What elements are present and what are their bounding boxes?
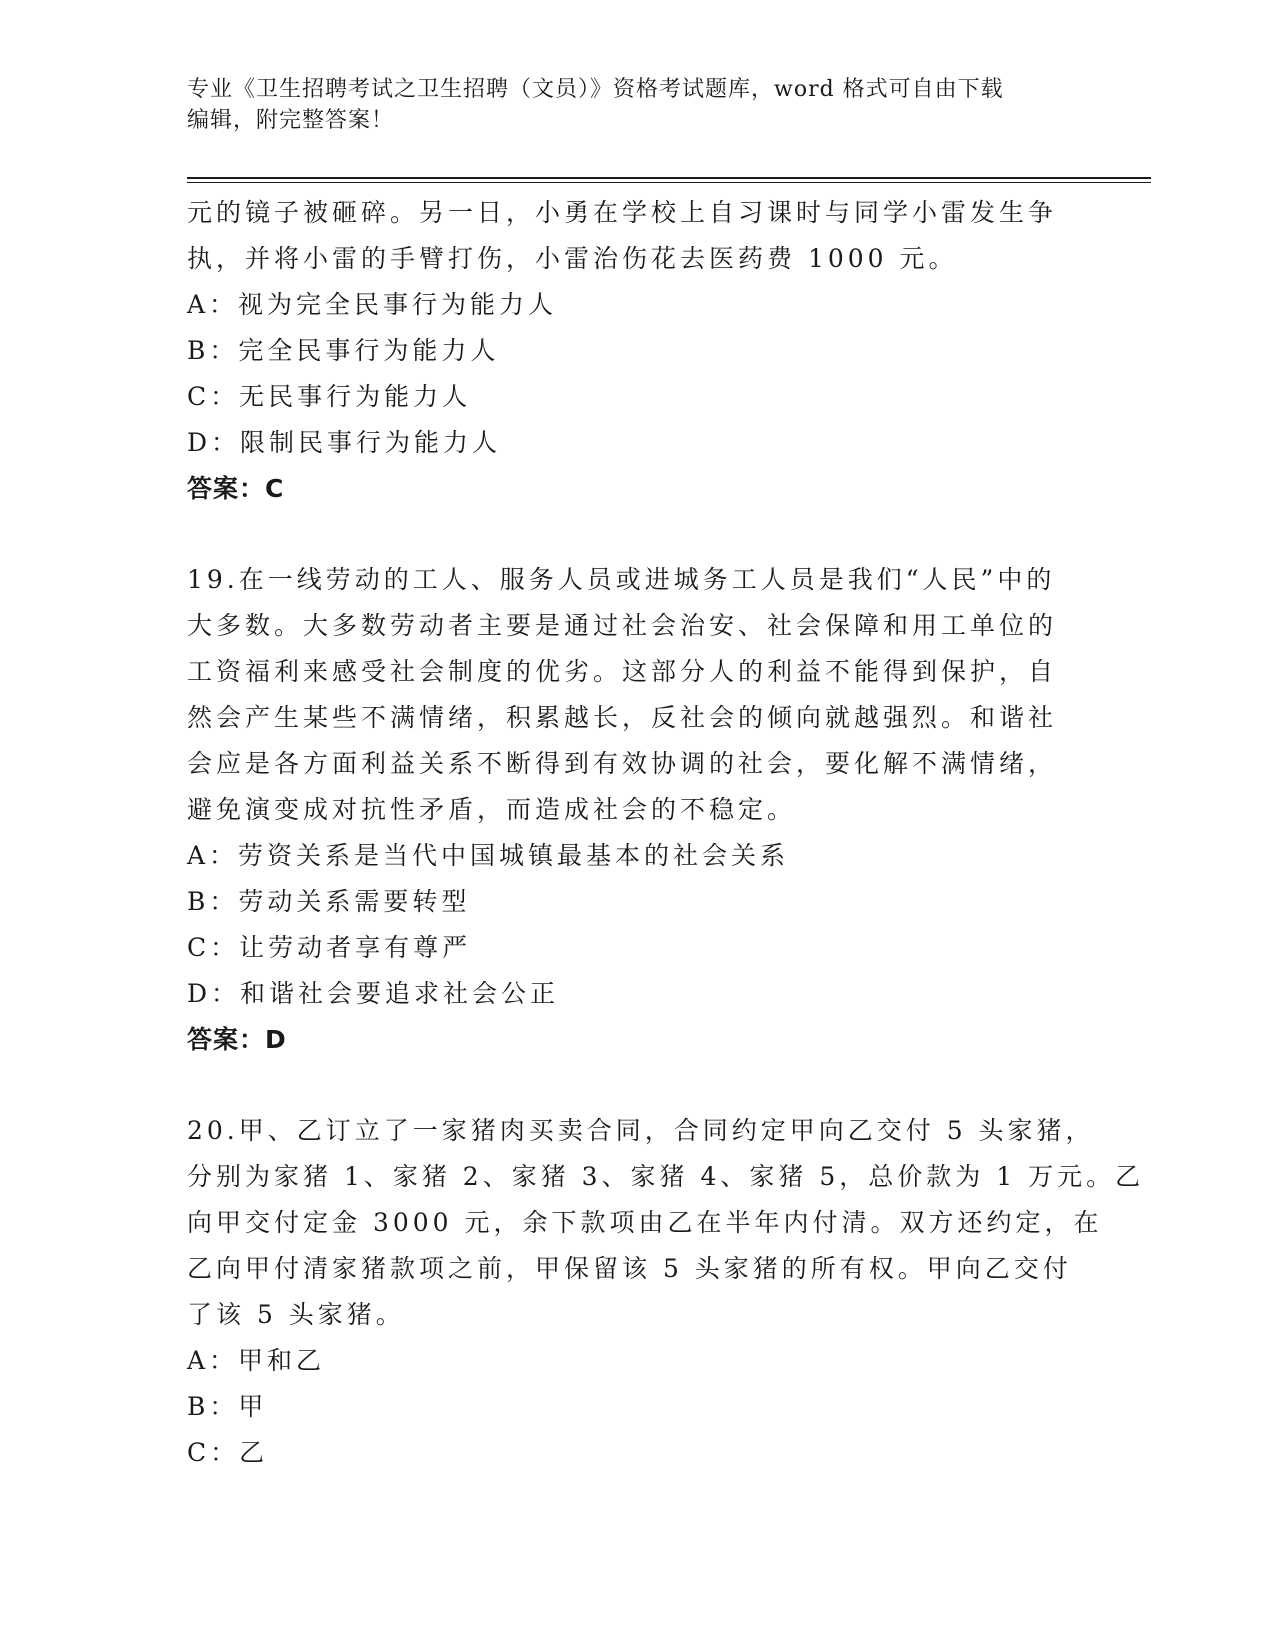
question-text-line: 执，并将小雷的手臂打伤，小雷治伤花去医药费 1000 元。 — [187, 244, 958, 273]
option-c: C：无民事行为能力人 — [187, 382, 472, 411]
option-c: C：乙 — [187, 1438, 269, 1467]
answer-label: 答案：C — [187, 474, 285, 503]
question-text-line: 元的镜子被砸碎。另一日，小勇在学校上自习课时与同学小雷发生争 — [187, 198, 1058, 227]
question-content — [187, 190, 1145, 1476]
question-text-line: 向甲交付定金 3000 元，余下款项由乙在半年内付清。双方还约定，在 — [187, 1208, 1103, 1237]
header-line-2: 编辑，附完整答案！ — [187, 108, 395, 133]
question-text-line: 乙向甲付清家猪款项之前，甲保留该 5 头家猪的所有权。甲向乙交付 — [187, 1254, 1072, 1283]
question-text-line: 20.甲、乙订立了一家猪肉买卖合同，合同约定甲向乙交付 5 头家猪， — [187, 1116, 1095, 1145]
header-divider-thick — [187, 177, 1151, 179]
header-divider-thin — [187, 182, 1151, 183]
question-text-line: 避免演变成对抗性矛盾，而造成社会的不稳定。 — [187, 795, 797, 824]
option-b: B：完全民事行为能力人 — [187, 336, 500, 365]
question-text-line: 工资福利来感受社会制度的优劣。这部分人的利益不能得到保护，自 — [187, 657, 1058, 686]
question-text-line: 然会产生某些不满情绪，积累越长，反社会的倾向就越强烈。和谐社 — [187, 703, 1058, 732]
question-19 — [187, 557, 1087, 1063]
option-a: A：甲和乙 — [187, 1346, 326, 1375]
option-b: B：劳动关系需要转型 — [187, 887, 471, 916]
option-d: D：限制民事行为能力人 — [187, 428, 502, 457]
question-text-line: 了该 5 头家猪。 — [187, 1300, 405, 1329]
answer-label: 答案：D — [187, 1025, 287, 1054]
question-text-line: 大多数。大多数劳动者主要是通过社会治安、社会保障和用工单位的 — [187, 611, 1058, 640]
question-text-line: 会应是各方面利益关系不断得到有效协调的社会，要化解不满情绪， — [187, 749, 1058, 778]
question-text-line: 分别为家猪 1、家猪 2、家猪 3、家猪 4、家猪 5，总价款为 1 万元。乙 — [187, 1162, 1145, 1191]
spacer — [187, 512, 1087, 557]
question-text-line: 19.在一线劳动的工人、服务人员或进城务工人员是我们“人民”中的 — [187, 565, 1056, 594]
option-b: B：甲 — [187, 1392, 268, 1421]
question-18-continued — [187, 190, 1087, 512]
page-header — [187, 74, 1087, 136]
option-c: C：让劳动者享有尊严 — [187, 933, 472, 962]
option-a: A：劳资关系是当代中国城镇最基本的社会关系 — [187, 841, 790, 870]
question-20 — [187, 1108, 1145, 1476]
spacer — [187, 1063, 1087, 1108]
option-d: D：和谐社会要追求社会公正 — [187, 979, 560, 1008]
header-line-1: 专业《卫生招聘考试之卫生招聘（文员）》资格考试题库，word 格式可自由下载 — [187, 77, 1004, 102]
option-a: A：视为完全民事行为能力人 — [187, 290, 558, 319]
